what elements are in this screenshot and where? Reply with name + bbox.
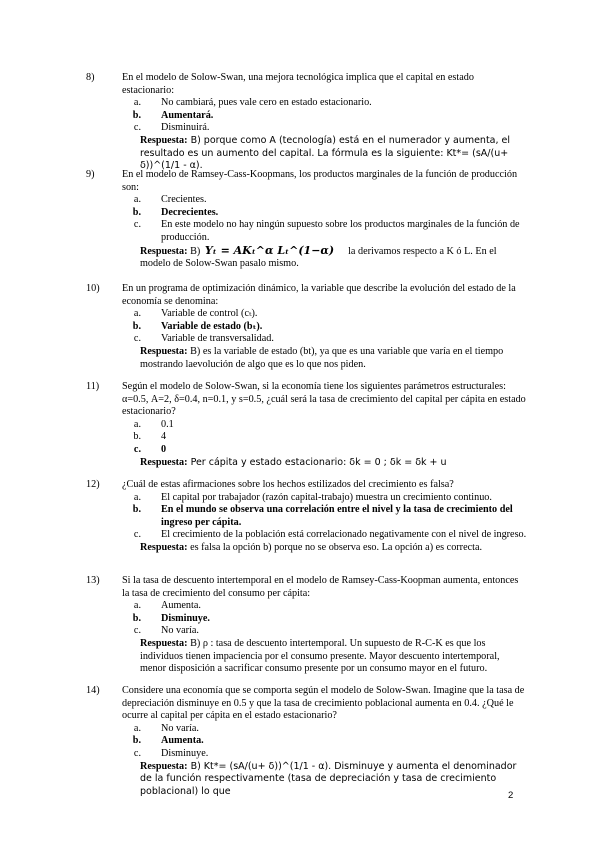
option-letter: b.	[132, 735, 141, 747]
option-b-correct	[107, 207, 527, 220]
option-text: En este modelo no hay ningún supuesto sobre los productos marginales de la función de producción.	[161, 219, 520, 243]
answer-label: Respuesta:	[140, 345, 188, 357]
option-text: 0	[161, 443, 167, 455]
option-letter: a.	[133, 722, 141, 734]
answer-label: Respuesta:	[140, 456, 188, 468]
question-stem: En el modelo de Ramsey-Cass-Koopmans, los productos marginales de la función de producción son:	[122, 169, 518, 193]
answer-text: B) es la variable de estado (bt), ya que es una variable que varía en el tiempo mostrando laevolución de algo que es lo que nos piden.	[140, 345, 504, 370]
option-letter: b.	[132, 504, 141, 516]
answer	[107, 346, 527, 371]
question-stem: En el modelo de Solow-Swan, una mejora tecnológica implica que el capital en estado estacionario:	[122, 72, 474, 96]
option-letter: b.	[132, 109, 141, 121]
option-letter: a.	[133, 418, 141, 430]
question-8	[86, 72, 527, 173]
option-text: El crecimiento de la población está correlacionado negativamente con el nivel de ingreso.	[161, 529, 527, 541]
option-letter: c.	[133, 529, 141, 541]
option-b-correct	[107, 613, 527, 626]
option-a	[107, 308, 527, 321]
page-number: 2	[508, 790, 514, 801]
answer	[107, 135, 527, 173]
option-text: No varía.	[161, 722, 199, 734]
answer-text: B) porque como A (tecnología) está en el numerador y aumenta, el resultado es un aumento del capital. La fórmula es la siguiente: Kt*= (sA/(u+ δ))^(1/1 - α).	[140, 134, 511, 172]
answer	[107, 761, 527, 799]
option-c	[107, 333, 527, 346]
option-letter: a.	[133, 600, 141, 612]
answer-text: B) Kt*= (sA/(u+ δ))^(1/1 - α). Disminuye y aumenta el denominador de la función respectivamente (tasa de depreciación y tasa de crecimiento poblacional) lo que	[140, 760, 517, 797]
option-text: No varía.	[161, 625, 199, 637]
question-stem: ¿Cuál de estas afirmaciones sobre los hechos estilizados del crecimiento es falsa?	[122, 479, 454, 490]
option-letter: c.	[133, 747, 141, 759]
option-letter: b.	[132, 320, 141, 332]
answer	[107, 245, 527, 271]
answer-label: Respuesta:	[140, 134, 188, 146]
option-a	[107, 600, 527, 613]
option-c	[107, 219, 527, 244]
question-11	[86, 381, 527, 469]
answer-text: B) ρ : tasa de descuento intertemporal. Un supuesto de R-C-K es que los individuos tienen impaciencia por el consumo presente. Mayor descuento intertemporal, menor disposición a sacrificar consumo presente por un consumo mayor en el futuro.	[140, 637, 500, 675]
option-letter: b.	[133, 431, 141, 443]
answer-text-continued: la derivamos respecto a K ó L. En el modelo de Solow-Swan pasalo mismo.	[140, 245, 497, 270]
option-text: 0.1	[161, 418, 174, 430]
option-c	[107, 122, 527, 135]
option-a	[107, 419, 527, 432]
question-9	[86, 169, 527, 271]
option-text: Aumenta.	[161, 735, 204, 747]
option-a	[107, 97, 527, 110]
question-number: 11)	[86, 381, 100, 392]
option-letter: a.	[133, 308, 141, 320]
option-letter: a.	[133, 97, 141, 109]
option-text: El capital por trabajador (razón capital-trabajo) muestra un crecimiento continuo.	[161, 491, 492, 503]
option-letter: c.	[133, 333, 141, 345]
answer-label: Respuesta:	[140, 541, 188, 553]
option-letter: c.	[133, 625, 141, 637]
option-text: Disminuirá.	[161, 122, 210, 134]
option-c	[107, 529, 527, 542]
option-b-correct	[107, 735, 527, 748]
option-b-correct	[107, 321, 527, 334]
option-c-correct	[107, 444, 527, 457]
option-b	[107, 431, 527, 444]
option-c	[107, 625, 527, 638]
answer-text: es falsa la opción b) porque no se observa eso. La opción a) es correcta.	[187, 541, 483, 553]
question-stem: Considere una economía que se comporta según el modelo de Solow-Swan. Imagine que la tasa de depreciación disminuye en 0.5 y que la tasa de crecimiento poblacional aumenta en 0.4. ¿Qué le ocurre al capital per cápita en el estado estacionario?	[122, 685, 525, 722]
option-letter: c.	[133, 122, 141, 134]
option-a	[107, 492, 527, 505]
option-text: Disminuye.	[161, 612, 210, 624]
option-text: Decrecientes.	[161, 206, 219, 218]
option-text: Aumenta.	[161, 600, 201, 612]
answer-label: Respuesta:	[140, 245, 188, 257]
question-number: 10)	[86, 283, 100, 294]
option-text: En el mundo se observa una correlación entre el nivel y la tasa de crecimiento del ingreso per cápita.	[161, 504, 513, 528]
option-text: 4	[161, 431, 167, 443]
question-13	[86, 575, 527, 676]
option-letter: b.	[132, 206, 141, 218]
option-letter: a.	[133, 491, 141, 503]
answer	[107, 638, 527, 676]
answer	[107, 542, 527, 555]
question-stem: En un programa de optimización dinámico, la variable que describe la evolución del estado de la economía se denomina:	[122, 283, 516, 307]
question-stem: Según el modelo de Solow-Swan, si la economía tiene los siguientes parámetros estructurales: α=0.5, A=2, δ=0.4, n=0.1, y s=0.5, ¿cuál será la tasa de crecimiento del capital per cápita en estado estacionario?	[122, 381, 526, 418]
option-b-correct	[107, 504, 527, 529]
option-text: Variable de control (cₜ).	[161, 308, 258, 320]
option-a	[107, 194, 527, 207]
question-number: 12)	[86, 479, 100, 490]
question-number: 13)	[86, 575, 100, 586]
option-text: No cambiará, pues vale cero en estado estacionario.	[161, 97, 372, 109]
option-b-correct	[107, 110, 527, 123]
answer-text: B)	[187, 245, 201, 257]
option-letter: c.	[133, 219, 141, 231]
answer-label: Respuesta:	[140, 760, 188, 772]
option-c	[107, 748, 527, 761]
question-stem: Si la tasa de descuento intertemporal en el modelo de Ramsey-Cass-Koopman aumenta, entonces la tasa de crecimiento del consumo per cápita:	[122, 575, 519, 599]
option-a	[107, 723, 527, 736]
option-letter: a.	[133, 194, 141, 206]
answer-label: Respuesta:	[140, 637, 188, 649]
question-12	[86, 479, 527, 555]
answer	[107, 457, 527, 470]
answer-text: Per cápita y estado estacionario: δk = 0 ; δk = δk + u	[187, 456, 447, 468]
question-number: 8)	[86, 72, 95, 83]
option-letter: c.	[133, 443, 141, 455]
question-number: 14)	[86, 685, 100, 696]
question-10	[86, 283, 527, 371]
question-14	[86, 685, 527, 798]
option-letter: b.	[132, 612, 141, 624]
option-text: Crecientes.	[161, 194, 207, 206]
option-text: Variable de transversalidad.	[161, 333, 274, 345]
option-text: Disminuye.	[161, 747, 209, 759]
production-function-formula: Yₜ = AKₜ^α Lₜ^(1−α)	[204, 243, 335, 257]
question-number: 9)	[86, 169, 95, 180]
option-text: Variable de estado (bₜ).	[161, 320, 263, 332]
option-text: Aumentará.	[161, 109, 214, 121]
